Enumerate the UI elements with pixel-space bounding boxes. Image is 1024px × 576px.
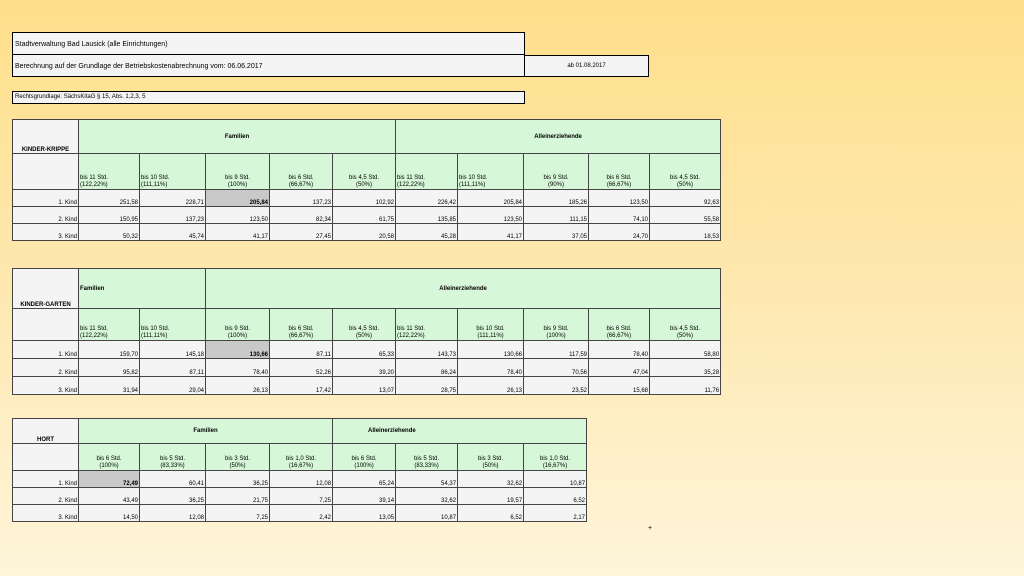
value-cell: 135,85 [396,207,458,224]
document-header [12,32,525,77]
value-cell: 45,28 [396,224,458,241]
value-cell: 58,80 [650,341,721,359]
value-cell: 14,50 [79,505,140,522]
value-cell: 13,05 [333,505,396,522]
value-cell: 55,58 [650,207,721,224]
value-cell: 52,26 [270,359,333,377]
table-row [13,341,721,359]
group-header-alleinerziehende: Alleinerziehende [206,269,721,309]
value-cell: 7,25 [270,488,333,505]
value-cell: 78,40 [589,341,650,359]
value-cell: 251,58 [79,190,140,207]
value-cell: 11,76 [650,377,721,395]
column-header: bis 6 Std. (100%) [79,444,140,471]
column-header: bis 11 Std. (122,22%) [79,154,140,190]
section-label-krippe: KINDER-KRIPPE [13,120,79,154]
document-title: Stadtverwaltung Bad Lausick (alle Einrichtungen) [15,41,168,48]
column-header: bis 4,5 Std. (50%) [333,154,396,190]
value-cell: 82,34 [270,207,333,224]
value-cell: 12,08 [140,505,206,522]
table-row [13,471,587,488]
column-header: bis 6 Std. (66,67%) [270,309,333,341]
value-cell: 28,75 [396,377,458,395]
table-garten [12,268,721,395]
table-krippe [12,119,721,241]
section-label-hort: HORT [13,419,79,444]
value-cell: 20,58 [333,224,396,241]
column-header: bis 10 Std. (111,11%) [458,309,524,341]
blank-cell [13,309,79,341]
plus-mark: + [648,525,653,532]
column-header: bis 11 Std. (122,22%) [79,309,140,341]
column-header: bis 9 Std. (100%) [524,309,589,341]
value-cell: 50,32 [79,224,140,241]
value-cell: 27,45 [270,224,333,241]
row-label: 2. Kind [13,359,79,377]
table-row [13,224,721,241]
value-cell: 102,92 [333,190,396,207]
row-label: 1. Kind [13,471,79,488]
value-cell: 26,13 [458,377,524,395]
valid-from-cell: ab 01.08.2017 [524,55,649,77]
row-label: 1. Kind [13,190,79,207]
value-cell: 18,53 [650,224,721,241]
value-cell: 65,24 [333,471,396,488]
value-cell: 21,75 [206,488,270,505]
blank-cell [13,444,79,471]
legal-basis-cell: Rechtsgrundlage: SächsKitaG § 15, Abs. 1,2,3, 5 [12,91,525,104]
value-cell: 205,84 [458,190,524,207]
value-cell: 24,70 [589,224,650,241]
value-cell: 226,42 [396,190,458,207]
value-cell: 130,66 [458,341,524,359]
value-cell: 78,40 [458,359,524,377]
row-label: 3. Kind [13,224,79,241]
value-cell: 70,56 [524,359,589,377]
table-row [13,377,721,395]
value-cell: 29,04 [140,377,206,395]
divider [13,54,524,55]
value-cell: 2,17 [524,505,587,522]
value-cell: 12,08 [270,471,333,488]
table-row [13,190,721,207]
column-header: bis 5 Std. (83,33%) [140,444,206,471]
row-label: 3. Kind [13,377,79,395]
value-cell: 150,95 [79,207,140,224]
value-cell: 39,14 [333,488,396,505]
value-cell: 32,62 [396,488,458,505]
value-cell: 117,59 [524,341,589,359]
document-subtitle: Berechnung auf der Grundlage der Betriebskostenabrechnung vom: 06.06.2017 [15,63,263,70]
column-header: bis 6 Std. (66,67%) [270,154,333,190]
value-cell: 36,25 [206,471,270,488]
value-cell: 123,50 [206,207,270,224]
table-row [13,505,587,522]
column-header: bis 10 Std. (111,11%) [458,154,524,190]
group-header-familien: Familien [79,269,206,309]
column-header: bis 4,5 Std. (50%) [650,154,721,190]
column-header: bis 9 Std. (100%) [206,154,270,190]
column-header: bis 9 Std. (90%) [524,154,589,190]
group-header-familien: Familien [79,120,396,154]
value-cell: 145,18 [140,341,206,359]
value-cell: 39,20 [333,359,396,377]
group-header-alleinerziehende: Alleinerziehende [333,419,587,444]
value-cell: 78,40 [206,359,270,377]
value-cell: 185,26 [524,190,589,207]
table-row [13,488,587,505]
value-cell: 7,25 [206,505,270,522]
column-header: bis 6 Std. (100%) [333,444,396,471]
column-header: bis 4,5 Std. (50%) [333,309,396,341]
group-header-alleinerziehende: Alleinerziehende [396,120,721,154]
row-label: 2. Kind [13,207,79,224]
column-header: bis 9 Std. (100%) [206,309,270,341]
value-cell: 92,63 [650,190,721,207]
value-cell: 23,52 [524,377,589,395]
value-cell: 47,04 [589,359,650,377]
column-header: bis 10 Std. (111,11%) [140,154,206,190]
value-cell: 19,57 [458,488,524,505]
column-header: bis 1,0 Std. (16,67%) [524,444,587,471]
value-cell: 159,70 [79,341,140,359]
value-cell: 6,52 [524,488,587,505]
value-cell: 2,42 [270,505,333,522]
value-cell: 95,82 [79,359,140,377]
value-cell: 143,73 [396,341,458,359]
column-header: bis 3 Std. (50%) [206,444,270,471]
value-cell: 86,24 [396,359,458,377]
blank-cell [13,154,79,190]
value-cell: 13,07 [333,377,396,395]
value-cell: 43,49 [79,488,140,505]
column-header: bis 10 Std. (111,11%) [140,309,206,341]
section-label-garten: KINDER-GARTEN [13,269,79,309]
table-row [13,207,721,224]
value-cell: 87,11 [140,359,206,377]
column-header: bis 11 Std. (122,22%) [396,309,458,341]
value-cell: 74,10 [589,207,650,224]
row-label: 3. Kind [13,505,79,522]
value-cell: 41,17 [458,224,524,241]
value-cell: 137,23 [140,207,206,224]
value-cell: 10,87 [524,471,587,488]
value-cell: 61,75 [333,207,396,224]
value-cell-highlighted: 130,66 [206,341,270,359]
value-cell: 123,50 [458,207,524,224]
row-label: 1. Kind [13,341,79,359]
value-cell: 31,94 [79,377,140,395]
column-header: bis 6 Std. (66,67%) [589,154,650,190]
row-label: 2. Kind [13,488,79,505]
column-header: bis 5 Std. (83,33%) [396,444,458,471]
value-cell: 41,17 [206,224,270,241]
value-cell: 26,13 [206,377,270,395]
value-cell: 123,50 [589,190,650,207]
value-cell: 228,71 [140,190,206,207]
value-cell: 6,52 [458,505,524,522]
group-header-familien: Familien [79,419,333,444]
value-cell: 32,62 [458,471,524,488]
value-cell: 137,23 [270,190,333,207]
column-header: bis 4,5 Std. (50%) [650,309,721,341]
value-cell: 35,28 [650,359,721,377]
value-cell-highlighted: 205,84 [206,190,270,207]
table-row [13,359,721,377]
value-cell: 111,15 [524,207,589,224]
value-cell: 10,87 [396,505,458,522]
value-cell: 15,68 [589,377,650,395]
value-cell-highlighted: 72,49 [79,471,140,488]
value-cell: 54,37 [396,471,458,488]
table-hort [12,418,587,522]
value-cell: 17,42 [270,377,333,395]
column-header: bis 6 Std. (66,67%) [589,309,650,341]
value-cell: 65,33 [333,341,396,359]
column-header: bis 11 Std. (122,22%) [396,154,458,190]
value-cell: 87,11 [270,341,333,359]
value-cell: 45,74 [140,224,206,241]
value-cell: 37,05 [524,224,589,241]
column-header: bis 1,0 Std. (16,67%) [270,444,333,471]
value-cell: 36,25 [140,488,206,505]
column-header: bis 3 Std. (50%) [458,444,524,471]
value-cell: 60,41 [140,471,206,488]
